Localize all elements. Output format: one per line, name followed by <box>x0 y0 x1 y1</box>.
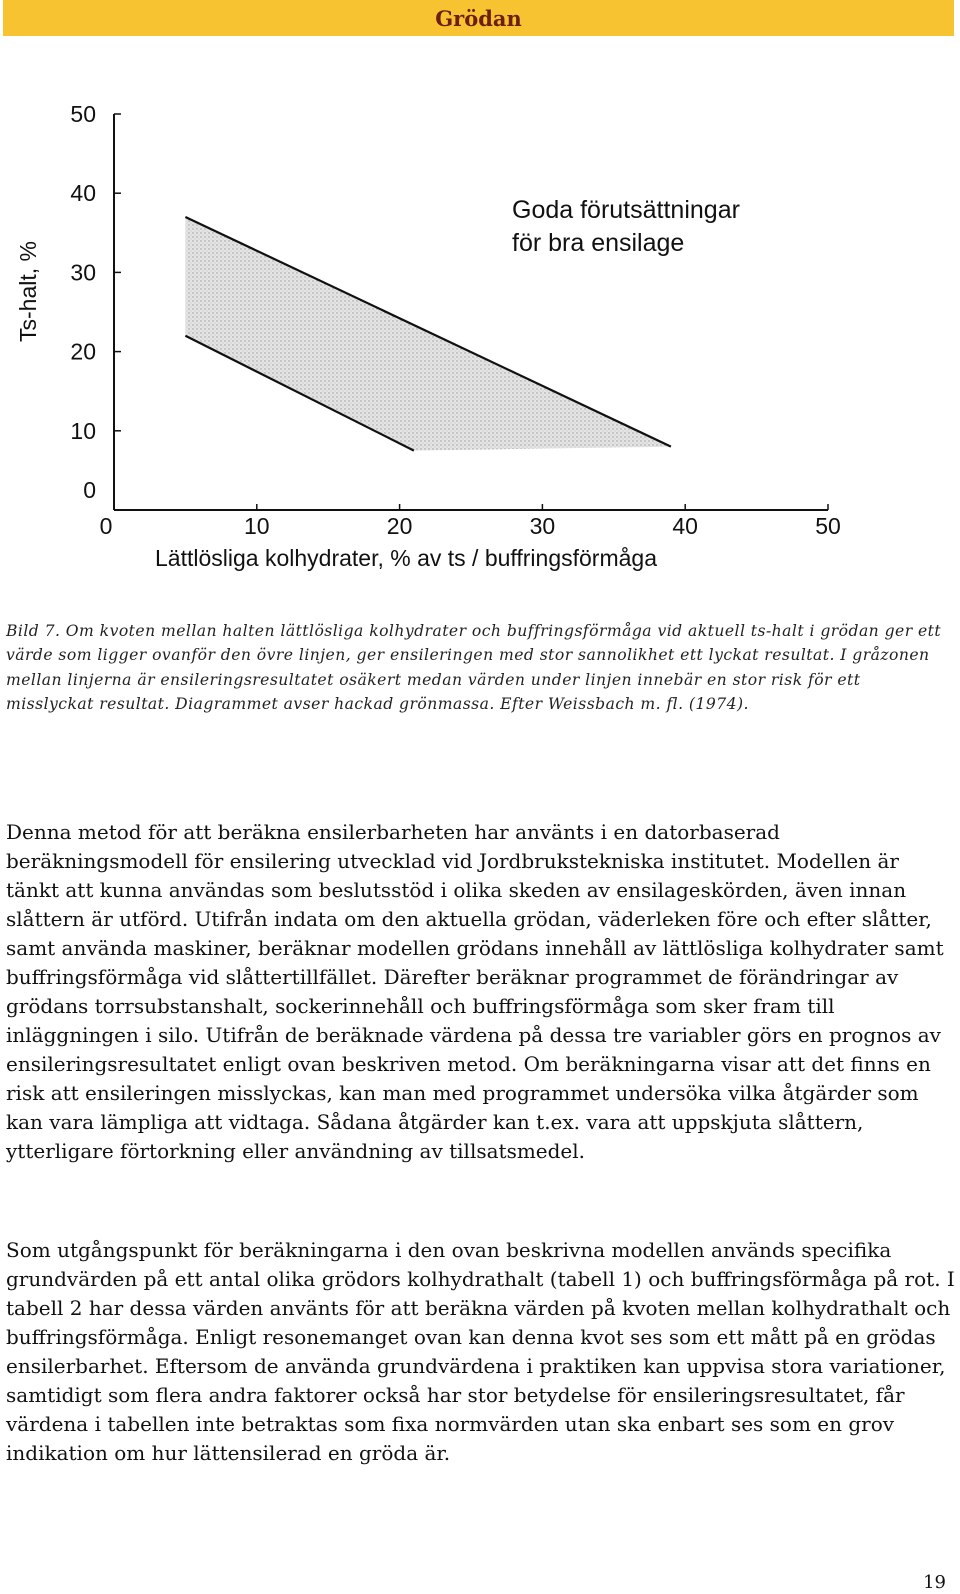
y-axis-label: Ts-halt, % <box>15 241 41 342</box>
body-paragraph: Denna metod för att beräkna ensilerbarheten har använts i en datorbaserad beräkningsmodell för ensilering utvecklad vid Jordbrukstekniska institutet. Modellen är tänkt att kunna användas som beslutsstöd i olika skeden av ensilageskörden, även innan slåttern är utförd. Utifrån indata om den aktuella grödan, väderleken före och efter slåtter, samt använda maskiner, beräknar modellen grödans innehåll av lättlösliga kolhydrater samt buffringsförmåga vid slåttertillfället. Därefter beräknar programmet de förändringar av grödans torrsubstanshalt, sockerinnehåll och buffringsförmåga som sker fram till inläggningen i silo. Utifrån de beräknade värdena på dessa tre variabler görs en prognos av ensileringsresultatet enligt ovan beskriven metod. Om beräkningarna visar att det finns en risk att ensileringen misslyckas, kan man med programmet undersöka vilka åtgärder som kan vara lämpliga att vidtaga. Sådana åtgärder kan t.ex. vara att uppskjuta slåttern, ytterligare förtorkning eller användning av tillsatsmedel. <box>6 820 944 1163</box>
y-tick-label: 40 <box>70 180 96 207</box>
x-tick-label: 30 <box>529 513 556 539</box>
section-title: Grödan <box>435 5 522 31</box>
x-tick-label: 10 <box>244 513 270 539</box>
y-tick-label: 0 <box>83 477 96 503</box>
annotation-line-1: Goda förutsättningar <box>512 196 740 224</box>
y-tick-label: 30 <box>70 259 96 286</box>
y-tick-label: 10 <box>70 417 96 444</box>
x-tick-label: 20 <box>386 513 413 539</box>
x-tick-label: 0 <box>99 513 113 539</box>
annotation-line-2: för bra ensilage <box>512 229 685 257</box>
figure-caption: Bild 7. Om kvoten mellan halten lättlösliga kolhydrater och buffringsförmåga vid aktuell ts-halt i grödan ger ett värde som ligger ovanför den övre linjen, ger ensileringen med stor sannolikhet ett lyckat resultat. I gråzonen mellan linjerna är ensileringsresultatet osäkert medan värden under linjen innebär en stor risk för ett misslyckat resultat. Diagrammet avser hackad grönmassa. Efter Weissbach m. fl. (1974). <box>6 622 942 713</box>
ensilage-chart <box>0 80 960 600</box>
page-number: 19 <box>923 1572 946 1593</box>
y-tick-label: 20 <box>70 338 96 365</box>
section-header <box>3 0 954 36</box>
x-tick-label: 40 <box>672 513 698 539</box>
x-tick-label: 50 <box>815 513 841 539</box>
y-tick-label: 50 <box>70 101 96 127</box>
body-paragraph: Som utgångspunkt för beräkningarna i den ovan beskrivna modellen används specifika grundvärden på ett antal olika grödors kolhydrathalt (tabell 1) och buffringsförmåga på rot. I tabell 2 har dessa värden använts för att beräkna värden på kvoten mellan kolhydrathalt och buffringsförmåga. Enligt resonemanget ovan kan denna kvot ses som ett mått på en grödas ensilerbarhet. Eftersom de använda grundvärdena i praktiken kan uppvisa stora variationer, samtidigt som flera andra faktorer också har stor betydelse för ensileringsresultatet, får värdena i tabellen inte betraktas som fixa normvärden utan ska enbart ses som en grov indikation om hur lättensilerad en gröda är. <box>6 1238 955 1465</box>
x-axis-label: Lättlösliga kolhydrater, % av ts / buffringsförmåga <box>155 545 658 571</box>
